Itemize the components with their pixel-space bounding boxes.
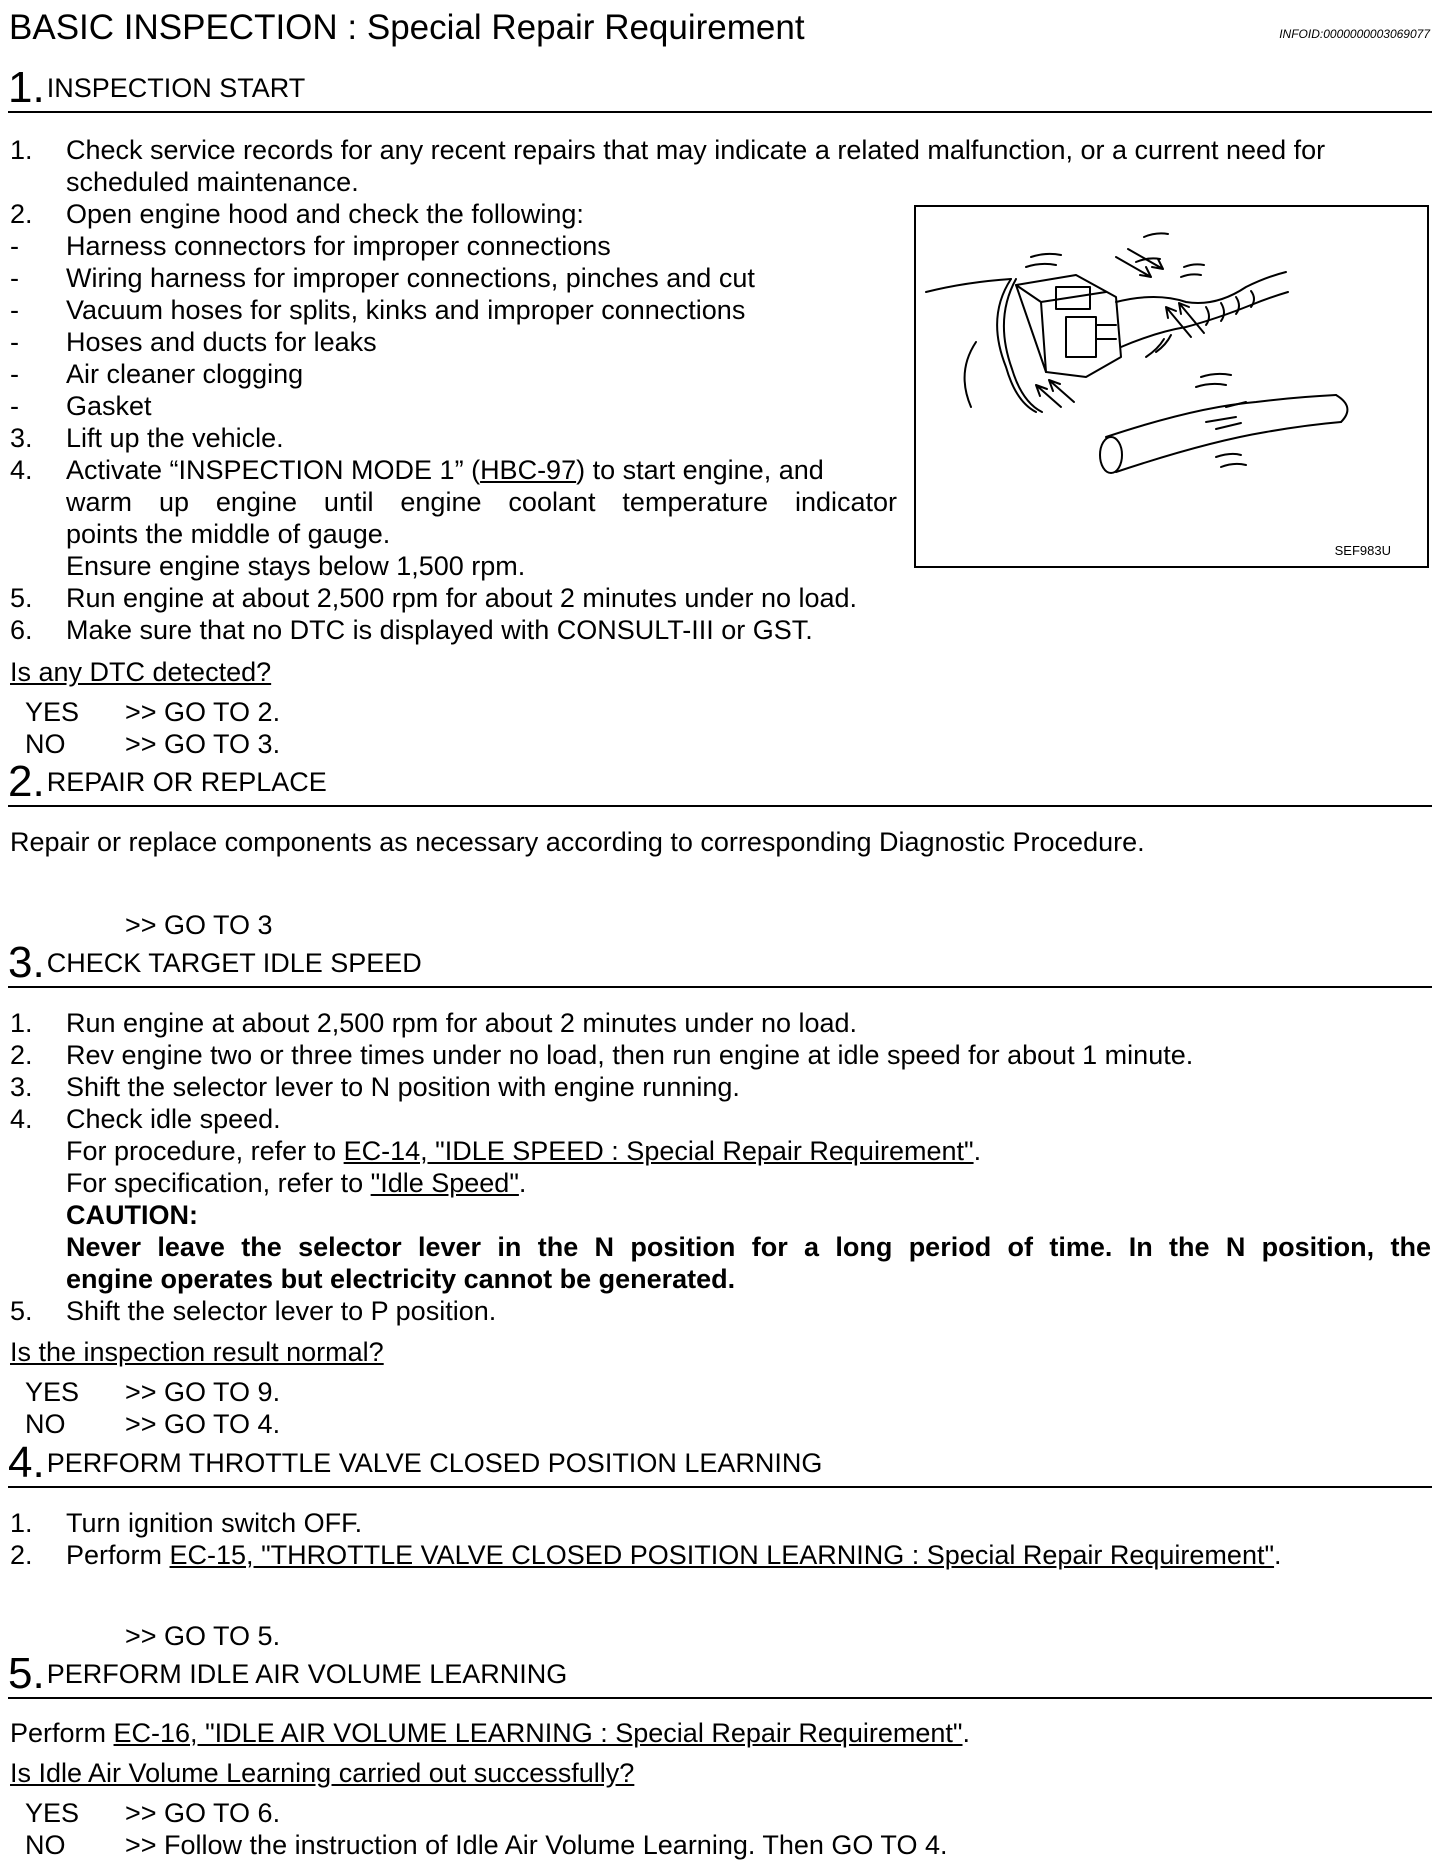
section-2-number: 2.	[8, 757, 45, 806]
step-1-3: 3. Lift up the vehicle.	[10, 423, 284, 453]
check-item-1: - Harness connectors for improper connections	[10, 231, 611, 261]
section-3-header	[8, 940, 1432, 988]
link-ec-15[interactable]: EC-15, "THROTTLE VALVE CLOSED POSITION LEARNING : Special Repair Requirement"	[169, 1540, 1275, 1570]
step-1-6: 6. Make sure that no DTC is displayed with CONSULT-III or GST.	[10, 615, 813, 645]
question-3: Is the inspection result normal?	[10, 1337, 384, 1367]
step-1-4-line2: warm up engine until engine coolant temperature indicator	[66, 487, 897, 517]
link-idle-speed[interactable]: "Idle Speed"	[370, 1168, 519, 1198]
answer-1-yes: YES >> GO TO 2.	[25, 697, 281, 727]
link-ec-16[interactable]: EC-16, "IDLE AIR VOLUME LEARNING : Special Repair Requirement"	[113, 1718, 963, 1748]
check-item-4: - Hoses and ducts for leaks	[10, 327, 377, 357]
step-3-4-specification: For specification, refer to "Idle Speed".	[66, 1168, 527, 1198]
check-item-2: - Wiring harness for improper connections, pinches and cut	[10, 263, 755, 293]
section-4-goto: >> GO TO 5.	[125, 1621, 281, 1651]
section-1-number: 1.	[8, 63, 45, 112]
step-3-4: 4. Check idle speed.	[10, 1104, 281, 1134]
answer-3-yes: YES >> GO TO 9.	[25, 1377, 281, 1407]
check-item-3: - Vacuum hoses for splits, kinks and improper connections	[10, 295, 746, 325]
link-ec-14[interactable]: EC-14, "IDLE SPEED : Special Repair Requirement"	[343, 1136, 974, 1166]
check-item-6: - Gasket	[10, 391, 152, 421]
answer-1-no: NO >> GO TO 3.	[25, 729, 281, 759]
figure-caption: SEF983U	[1334, 543, 1391, 558]
step-3-1: 1. Run engine at about 2,500 rpm for about 2 minutes under no load.	[10, 1008, 858, 1038]
answer-3-no: NO >> GO TO 4.	[25, 1409, 281, 1439]
question-5: Is Idle Air Volume Learning carried out successfully?	[10, 1758, 635, 1788]
section-4-header	[8, 1440, 1432, 1488]
caution-label: CAUTION:	[66, 1200, 198, 1230]
section-2-header	[8, 759, 1432, 807]
caution-text-line1: Never leave the selector lever in the N position for a long period of time. In the N position, the	[66, 1232, 1431, 1262]
section-2-goto: >> GO TO 3	[125, 910, 273, 940]
check-item-5: - Air cleaner clogging	[10, 359, 304, 389]
section-1-header	[8, 65, 1432, 113]
section-5-text: Perform EC-16, "IDLE AIR VOLUME LEARNING : Special Repair Requirement".	[10, 1718, 971, 1748]
page-title: BASIC INSPECTION : Special Repair Requirement	[9, 8, 805, 47]
step-4-1: 1. Turn ignition switch OFF.	[10, 1508, 363, 1538]
caution-text-line2: engine operates but electricity cannot be generated.	[66, 1264, 736, 1294]
section-4-title: PERFORM THROTTLE VALVE CLOSED POSITION LEARNING	[46, 1448, 823, 1478]
section-3-title: CHECK TARGET IDLE SPEED	[46, 948, 422, 978]
section-2-title: REPAIR OR REPLACE	[46, 767, 327, 797]
info-id: INFOID:0000000003069077	[1279, 27, 1430, 41]
step-1-4: 4. Activate “INSPECTION MODE 1” (HBC-97) to start engine, and	[10, 455, 824, 485]
link-hbc-97[interactable]: HBC-97	[480, 455, 577, 485]
step-1-2: 2. Open engine hood and check the following:	[10, 199, 584, 229]
step-3-3: 3. Shift the selector lever to N position with engine running.	[10, 1072, 740, 1102]
step-3-2: 2. Rev engine two or three times under no load, then run engine at idle speed for about 1 minute.	[10, 1040, 1194, 1070]
section-3-number: 3.	[8, 938, 45, 987]
question-1: Is any DTC detected?	[10, 657, 272, 687]
step-1-5: 5. Run engine at about 2,500 rpm for about 2 minutes under no load.	[10, 583, 858, 613]
step-1-4-line3: points the middle of gauge.	[66, 519, 391, 549]
answer-5-no: NO >> Follow the instruction of Idle Air Volume Learning. Then GO TO 4.	[25, 1830, 948, 1860]
section-4-number: 4.	[8, 1438, 45, 1487]
step-1-4-line4: Ensure engine stays below 1,500 rpm.	[66, 551, 526, 581]
section-5-number: 5.	[8, 1649, 45, 1698]
step-4-2: 2. Perform EC-15, "THROTTLE VALVE CLOSED POSITION LEARNING : Special Repair Requirement".	[10, 1540, 1282, 1570]
inspection-illustration	[914, 205, 1429, 568]
step-3-5: 5. Shift the selector lever to P position.	[10, 1296, 497, 1326]
step-1-1-cont: scheduled maintenance.	[66, 167, 359, 197]
hose-connector-drawing	[916, 207, 1427, 566]
answer-5-yes: YES >> GO TO 6.	[25, 1798, 281, 1828]
section-5-header	[8, 1651, 1432, 1699]
section-1-title: INSPECTION START	[46, 73, 306, 103]
section-2-text: Repair or replace components as necessary according to corresponding Diagnostic Procedure.	[10, 827, 1145, 857]
section-5-title: PERFORM IDLE AIR VOLUME LEARNING	[46, 1659, 568, 1689]
step-1-1: 1. Check service records for any recent repairs that may indicate a related malfunction, or a current need for	[10, 135, 1326, 165]
step-3-4-procedure: For procedure, refer to EC-14, "IDLE SPEED : Special Repair Requirement".	[66, 1136, 982, 1166]
